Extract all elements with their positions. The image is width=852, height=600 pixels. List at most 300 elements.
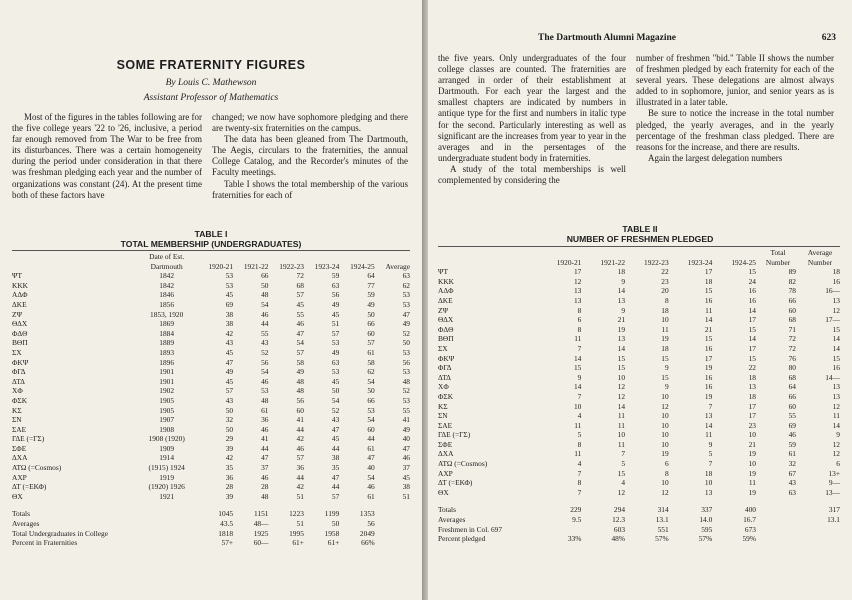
table-cell: 21 bbox=[617, 315, 626, 325]
table-row bbox=[436, 286, 842, 296]
fraternity-name: ΔΧΑ bbox=[438, 449, 454, 459]
fraternity-name: ΣΦΕ bbox=[438, 439, 453, 449]
fraternity-name: ΔΤ (=ΕΚΦ) bbox=[12, 482, 47, 492]
table-cell: 53 bbox=[331, 338, 340, 348]
fraternity-name: ΘΔΧ bbox=[12, 319, 28, 329]
fraternity-name: ΑΤΩ (=Cosmos) bbox=[438, 459, 488, 469]
fraternity-name: ΦΓΔ bbox=[12, 367, 26, 377]
table-cell: 48 bbox=[296, 376, 304, 386]
table1-caption bbox=[0, 229, 422, 249]
table-cell: 62 bbox=[367, 367, 375, 377]
table2-header-row bbox=[436, 248, 842, 267]
table-cell: 17 bbox=[748, 411, 756, 421]
table-cell: 38 bbox=[331, 453, 340, 463]
table-cell: 48 bbox=[402, 376, 410, 386]
fraternity-name: ΚΚΚ bbox=[438, 276, 455, 286]
table-cell: 71 bbox=[788, 324, 796, 334]
table-cell: 8 bbox=[577, 439, 582, 449]
table-cell: 1853, 1920 bbox=[150, 309, 184, 319]
table-row bbox=[10, 396, 412, 406]
author-affiliation: Assistant Professor of Mathematics bbox=[143, 93, 279, 103]
summary-row-percent bbox=[436, 534, 842, 544]
table-cell: 46 bbox=[261, 424, 269, 434]
table2-title: NUMBER OF FRESHMEN PLEDGED bbox=[566, 234, 714, 244]
table-cell: 60 bbox=[296, 405, 304, 415]
table-cell: 19 bbox=[748, 468, 756, 478]
table-cell: 9 bbox=[664, 363, 669, 373]
table-cell: 42 bbox=[296, 482, 304, 492]
table-row bbox=[436, 392, 842, 402]
column-header: Total Number bbox=[765, 248, 791, 267]
summary-label: Totals bbox=[12, 509, 30, 519]
table-cell: 21 bbox=[704, 324, 713, 334]
table-cell: 4 bbox=[621, 478, 626, 488]
table-cell: 47 bbox=[402, 309, 410, 319]
table-cell: 53 bbox=[402, 347, 410, 357]
table-cell: 64 bbox=[367, 271, 375, 281]
table-cell: 9 bbox=[664, 382, 669, 392]
table-cell: 16 bbox=[832, 276, 840, 286]
paragraph: A study of the total memberships is well complemented by considering the bbox=[438, 163, 626, 186]
table-cell: 51 bbox=[296, 519, 304, 529]
table-cell: 69 bbox=[788, 420, 796, 430]
table-cell: 1901 bbox=[159, 376, 175, 386]
table-cell: 57 bbox=[331, 328, 340, 338]
table-cell: 18 bbox=[748, 391, 756, 401]
table-row bbox=[10, 386, 412, 396]
table-cell: 54 bbox=[367, 376, 375, 386]
table-cell: 45 bbox=[331, 309, 340, 319]
table-cell: 1353 bbox=[359, 509, 375, 519]
summary-label: Averages bbox=[12, 519, 40, 529]
table-row bbox=[10, 406, 412, 416]
table-cell: 11 bbox=[705, 305, 713, 315]
table-cell: 8 bbox=[664, 468, 669, 478]
table-cell: 58 bbox=[296, 357, 304, 367]
table-row bbox=[436, 411, 842, 421]
table-cell: 14 bbox=[748, 305, 756, 315]
table-cell: 19 bbox=[661, 334, 669, 344]
right-column-2 bbox=[636, 53, 834, 164]
table-cell: 15 bbox=[617, 363, 626, 373]
fraternity-name: ΚΣ bbox=[438, 401, 448, 411]
table-cell: 45 bbox=[331, 376, 340, 386]
table-cell: 46 bbox=[261, 309, 269, 319]
table-cell: 44 bbox=[367, 434, 375, 444]
table-cell: 55 bbox=[261, 328, 269, 338]
table-row bbox=[10, 415, 412, 425]
table-cell: 72 bbox=[788, 334, 796, 344]
column-header: Average bbox=[385, 261, 410, 271]
table-cell: 45 bbox=[296, 299, 304, 309]
table-cell: 63 bbox=[402, 271, 410, 281]
table-cell: 54 bbox=[367, 472, 375, 482]
table-cell: 61 bbox=[367, 491, 375, 501]
table-cell: 53 bbox=[225, 271, 234, 281]
summary-label: Percent in Fraternities bbox=[12, 538, 78, 548]
table-cell: 8 bbox=[577, 305, 582, 315]
table-cell: 50 bbox=[331, 386, 340, 396]
table-cell: 5 bbox=[621, 459, 626, 469]
fraternity-name: ΦΔΘ bbox=[12, 328, 28, 338]
table-cell: 45 bbox=[402, 472, 410, 482]
table-cell: 49 bbox=[296, 367, 304, 377]
table-cell: 78 bbox=[788, 286, 796, 296]
table-cell: 50 bbox=[331, 519, 340, 529]
table-cell bbox=[758, 525, 798, 535]
table-cell: 14 bbox=[617, 401, 626, 411]
column-header: 1923-24 bbox=[687, 257, 713, 267]
table-cell: 43 bbox=[331, 415, 340, 425]
table-cell: 49 bbox=[225, 367, 234, 377]
table-cell: 19 bbox=[661, 449, 669, 459]
table-cell: 68 bbox=[788, 372, 796, 382]
table-cell: 15 bbox=[617, 468, 626, 478]
table-cell: 53 bbox=[402, 290, 410, 300]
table-cell: 49 bbox=[402, 319, 410, 329]
table-cell: 10 bbox=[617, 372, 626, 382]
table-cell: 16— bbox=[825, 286, 840, 296]
fraternity-name: ΔΤΔ bbox=[438, 372, 451, 382]
fraternity-name: ΑΤΩ (=Cosmos) bbox=[12, 463, 62, 473]
table-cell: 10 bbox=[661, 439, 669, 449]
table-cell: 15 bbox=[832, 324, 840, 334]
fraternity-name: ΑΔΦ bbox=[438, 286, 454, 296]
table-cell: 44 bbox=[331, 443, 340, 453]
table-cell: 1905 bbox=[159, 395, 175, 405]
table-cell: 49 bbox=[402, 424, 410, 434]
right-column-1 bbox=[438, 53, 626, 186]
table-cell: 47 bbox=[331, 424, 340, 434]
table-cell: 7 bbox=[708, 459, 713, 469]
table2-caption bbox=[428, 224, 852, 244]
table-cell: 13.1 bbox=[655, 515, 669, 525]
table-cell: 12 bbox=[832, 449, 840, 459]
paragraph: Be sure to notice the increase in the total number pledged, the yearly averages, and in the yearly percentage of the freshman class pledged. There are reasons for the increase, and there are results. bbox=[636, 108, 834, 152]
table-cell: 44 bbox=[261, 443, 269, 453]
table-cell: 60 bbox=[788, 305, 796, 315]
fraternity-name: ΧΦ bbox=[438, 382, 449, 392]
table-cell: 10 bbox=[617, 430, 626, 440]
table-spacer bbox=[10, 501, 412, 509]
table-row bbox=[10, 348, 412, 358]
column-header: 1924-25 bbox=[731, 257, 756, 267]
table-cell: 42 bbox=[225, 453, 234, 463]
table-row bbox=[10, 281, 412, 291]
table-cell: 61+ bbox=[292, 538, 304, 548]
table-cell: 595 bbox=[701, 524, 713, 534]
table-cell: 12 bbox=[661, 487, 669, 497]
table-cell: 72 bbox=[788, 343, 796, 353]
table-cell: 80 bbox=[788, 363, 796, 373]
fraternity-name: ΦΓΔ bbox=[438, 363, 452, 373]
fraternity-name: ΒΘΠ bbox=[438, 334, 454, 344]
table-cell: 60 bbox=[367, 424, 375, 434]
table-cell: 60 bbox=[788, 401, 796, 411]
table-cell: 10 bbox=[748, 430, 756, 440]
table-row bbox=[436, 267, 842, 277]
table-cell: 35 bbox=[225, 463, 234, 473]
table-cell: 47 bbox=[367, 453, 375, 463]
table-row bbox=[10, 473, 412, 483]
table-cell: 38 bbox=[402, 482, 410, 492]
table-cell: 36 bbox=[296, 463, 304, 473]
table-cell: 55 bbox=[296, 309, 304, 319]
table-cell: 64 bbox=[788, 382, 796, 392]
table-cell: 13 bbox=[832, 391, 840, 401]
table-cell: 14 bbox=[832, 420, 840, 430]
table-cell: 13 bbox=[573, 286, 582, 296]
table-cell: 77 bbox=[367, 280, 375, 290]
table-cell: 61 bbox=[788, 449, 796, 459]
table-cell: 13+ bbox=[828, 468, 840, 478]
table-cell: 8 bbox=[577, 478, 582, 488]
table-cell: 43 bbox=[225, 395, 234, 405]
table-cell: 7 bbox=[577, 391, 582, 401]
table-cell: 32 bbox=[788, 459, 796, 469]
column-header: 1921-22 bbox=[600, 257, 626, 267]
table-cell: 23 bbox=[748, 420, 756, 430]
table-cell: 17 bbox=[704, 353, 713, 363]
table-cell: 22 bbox=[661, 267, 669, 277]
column-header: 1922-23 bbox=[279, 261, 304, 271]
table-row bbox=[10, 338, 412, 348]
fraternity-name: ΣΝ bbox=[438, 411, 448, 421]
table-cell: 16 bbox=[704, 295, 713, 305]
table-row bbox=[10, 425, 412, 435]
table-cell bbox=[758, 505, 798, 515]
table-cell: 15 bbox=[617, 353, 626, 363]
table-cell: 62 bbox=[402, 280, 410, 290]
table-cell: 14 bbox=[617, 286, 626, 296]
table-cell: 9 bbox=[836, 430, 840, 440]
table-cell: 12 bbox=[832, 305, 840, 315]
table-cell: 52 bbox=[402, 328, 410, 338]
table-cell: 551 bbox=[657, 524, 669, 534]
table-cell: 17 bbox=[704, 267, 713, 277]
table-cell: 1995 bbox=[289, 528, 304, 538]
table-cell: 19 bbox=[617, 324, 626, 334]
table-cell: 1846 bbox=[159, 290, 175, 300]
table-cell: 10 bbox=[748, 459, 756, 469]
table-cell: 10 bbox=[661, 478, 669, 488]
table-cell: 56 bbox=[261, 357, 269, 367]
table-cell: 51 bbox=[402, 491, 410, 501]
fraternity-name: ΘΧ bbox=[12, 491, 23, 501]
paragraph: the five years. Only undergraduates of the four college classes are counted. The fraternities are arranged in order of their establishment at Dartmouth. For each year the largest and the smallest chapters are indicated by numbers in antique type for the first and numbers in italic type for the second. Particularly interesting as well as significant are the increases from year to year in the averages and in the persentages of the undergraduate student body in fraternities. bbox=[438, 53, 626, 163]
table-cell: 6 bbox=[577, 315, 582, 325]
table-cell: 10 bbox=[573, 401, 582, 411]
table-cell: 14 bbox=[704, 420, 713, 430]
table-cell: 38 bbox=[225, 319, 234, 329]
table-cell: 16 bbox=[748, 286, 756, 296]
table-cell: 17 bbox=[573, 267, 582, 277]
table-cell: 15 bbox=[748, 353, 756, 363]
table-cell: 229 bbox=[570, 505, 582, 515]
table-row bbox=[10, 367, 412, 377]
table-cell bbox=[134, 538, 200, 548]
table-cell: 18 bbox=[704, 468, 713, 478]
table-cell: 56 bbox=[367, 519, 375, 529]
table-cell: 1921 bbox=[159, 491, 175, 501]
fraternity-name: ΨΤ bbox=[438, 267, 448, 277]
table1-header-row bbox=[10, 252, 412, 271]
table-cell: 43 bbox=[261, 338, 269, 348]
table-cell bbox=[134, 529, 200, 539]
table-cell: 41 bbox=[402, 415, 410, 425]
table-cell: 11 bbox=[748, 478, 756, 488]
table-row bbox=[10, 358, 412, 368]
table-cell bbox=[377, 509, 412, 519]
fraternity-name: ΔΤΔ bbox=[12, 376, 25, 386]
table-cell: 82 bbox=[788, 276, 796, 286]
table-cell: 46 bbox=[261, 472, 269, 482]
table-cell: 15 bbox=[661, 353, 669, 363]
table-cell: 400 bbox=[744, 505, 756, 515]
table-cell: 43.5 bbox=[220, 519, 234, 529]
table-cell: 12 bbox=[661, 401, 669, 411]
table-cell: 50 bbox=[261, 280, 269, 290]
fraternity-name: ΣΧ bbox=[12, 347, 22, 357]
table-row bbox=[10, 444, 412, 454]
table-cell: 11 bbox=[574, 334, 582, 344]
table-cell: 35 bbox=[331, 463, 340, 473]
table-cell: 36 bbox=[261, 415, 269, 425]
table1 bbox=[10, 252, 412, 548]
table-cell: 53 bbox=[402, 367, 410, 377]
table-cell: 4 bbox=[577, 459, 582, 469]
table-cell: 54 bbox=[261, 367, 269, 377]
table-cell bbox=[758, 534, 798, 544]
table-row bbox=[10, 453, 412, 463]
table-cell: 1045 bbox=[218, 509, 234, 519]
table-cell: 11 bbox=[617, 439, 626, 449]
table-cell: 11 bbox=[617, 420, 626, 430]
table-cell: 13 bbox=[748, 382, 756, 392]
table-cell: 17 bbox=[748, 315, 756, 325]
column-header: 1921-22 bbox=[243, 261, 269, 271]
table-cell: 13 bbox=[832, 295, 840, 305]
table-cell: 337 bbox=[701, 505, 713, 515]
table-cell: 1908 (1920) bbox=[148, 434, 185, 444]
table-cell: 14 bbox=[832, 334, 840, 344]
table-cell: 9 bbox=[621, 305, 626, 315]
fraternity-name: ΣΧ bbox=[438, 343, 448, 353]
fraternity-name: ΑΧΡ bbox=[438, 468, 453, 478]
table-cell: 1856 bbox=[159, 299, 175, 309]
table-cell: 13 bbox=[832, 382, 840, 392]
table-cell: 61+ bbox=[327, 538, 340, 548]
table-cell: 61 bbox=[367, 347, 375, 357]
table-cell: 18 bbox=[617, 267, 626, 277]
table-row bbox=[10, 377, 412, 387]
table-row bbox=[10, 310, 412, 320]
table-cell: 1889 bbox=[159, 338, 175, 348]
table-cell: 47 bbox=[261, 453, 269, 463]
summary-row-averages bbox=[10, 519, 412, 529]
paragraph: Table I shows the total membership of the various fraternities for each of bbox=[212, 178, 408, 200]
table-cell: 10 bbox=[661, 411, 669, 421]
paragraph: changed; we now have sophomore pledging and there are twenty-six fraternities on the campus. bbox=[212, 112, 408, 134]
paragraph: Most of the figures in the tables following are for the five college years '22 to '26, inclusive, a period far enough removed from The War to be free from its disturbances. There was a certain homogeneity during the period under consideration in that there was freshman pledging each year and the number of organizations was constant (24). At the present time both of these factors have bbox=[12, 112, 202, 200]
table-cell: 14 bbox=[704, 315, 713, 325]
article-byline: By Louis C. Mathewson bbox=[165, 78, 257, 88]
page-number: 623 bbox=[821, 33, 836, 43]
table-cell: 33% bbox=[567, 534, 582, 544]
table-cell: 55 bbox=[788, 411, 796, 421]
table-cell: 46 bbox=[296, 443, 304, 453]
table-cell: 44 bbox=[331, 482, 340, 492]
table-cell: 63 bbox=[331, 357, 340, 367]
table-cell: 314 bbox=[657, 505, 669, 515]
article-title: SOME FRATERNITY FIGURES bbox=[116, 58, 306, 72]
table2-label: TABLE II bbox=[622, 224, 658, 234]
table-row bbox=[10, 463, 412, 473]
table-cell: 57 bbox=[331, 491, 340, 501]
table-cell: 673 bbox=[744, 524, 756, 534]
table-cell: 44 bbox=[261, 319, 269, 329]
fraternity-name: ΒΘΠ bbox=[12, 338, 28, 348]
table-row bbox=[10, 319, 412, 329]
table-cell: 66 bbox=[367, 319, 375, 329]
table-cell: 56 bbox=[296, 395, 304, 405]
table-cell: 53 bbox=[402, 299, 410, 309]
table1-rule bbox=[12, 250, 410, 251]
table-cell: 13.1 bbox=[827, 515, 840, 525]
table-cell: 23 bbox=[661, 276, 669, 286]
summary-row-undergrads bbox=[10, 529, 412, 539]
table-cell: 37 bbox=[402, 463, 410, 473]
paragraph: The data has been gleaned from The Dartmouth, The Aegis, circulars to the fraternities, the annual College Catalog, and the Recorder's minutes of the Faculty meetings. bbox=[212, 134, 408, 178]
table-cell: 45 bbox=[225, 376, 234, 386]
table-cell: 42 bbox=[296, 434, 304, 444]
table-cell: 24 bbox=[748, 276, 756, 286]
table-row bbox=[436, 277, 842, 287]
fraternity-name: ΨΤ bbox=[12, 271, 22, 281]
table-cell: 29 bbox=[225, 434, 234, 444]
table-cell: 12 bbox=[832, 401, 840, 411]
table-cell: 21 bbox=[748, 439, 756, 449]
summary-label: Averages bbox=[438, 515, 466, 525]
table-cell: 1199 bbox=[324, 509, 340, 519]
table-cell: 60— bbox=[253, 538, 269, 548]
table-cell: 7 bbox=[708, 401, 713, 411]
table-cell: 10 bbox=[661, 420, 669, 430]
table-cell: 1902 bbox=[159, 386, 175, 396]
table-cell: 37 bbox=[261, 463, 269, 473]
table-cell: 58 bbox=[367, 357, 375, 367]
table-cell: 67 bbox=[788, 468, 796, 478]
table-cell: 19 bbox=[748, 487, 756, 497]
table-cell: 56 bbox=[402, 357, 410, 367]
table-cell: 1893 bbox=[159, 347, 175, 357]
fraternity-name: ΘΔΧ bbox=[438, 315, 454, 325]
table-cell: 57+ bbox=[221, 538, 234, 548]
table-cell: 18 bbox=[748, 372, 756, 382]
table-cell: 18 bbox=[832, 267, 840, 277]
table-cell: 4 bbox=[577, 411, 582, 421]
table-cell: 46 bbox=[296, 319, 304, 329]
table-row bbox=[10, 492, 412, 502]
table-cell: 53 bbox=[402, 395, 410, 405]
fraternity-name: ΖΨ bbox=[12, 309, 22, 319]
fraternity-name: ΓΔΕ (=ΓΣ) bbox=[12, 434, 45, 444]
table-cell: 66 bbox=[788, 295, 796, 305]
fraternity-name: ΔΧΑ bbox=[12, 453, 28, 463]
table-cell: 43 bbox=[788, 478, 796, 488]
table-cell: 15 bbox=[748, 324, 756, 334]
table-cell: 48 bbox=[261, 395, 269, 405]
